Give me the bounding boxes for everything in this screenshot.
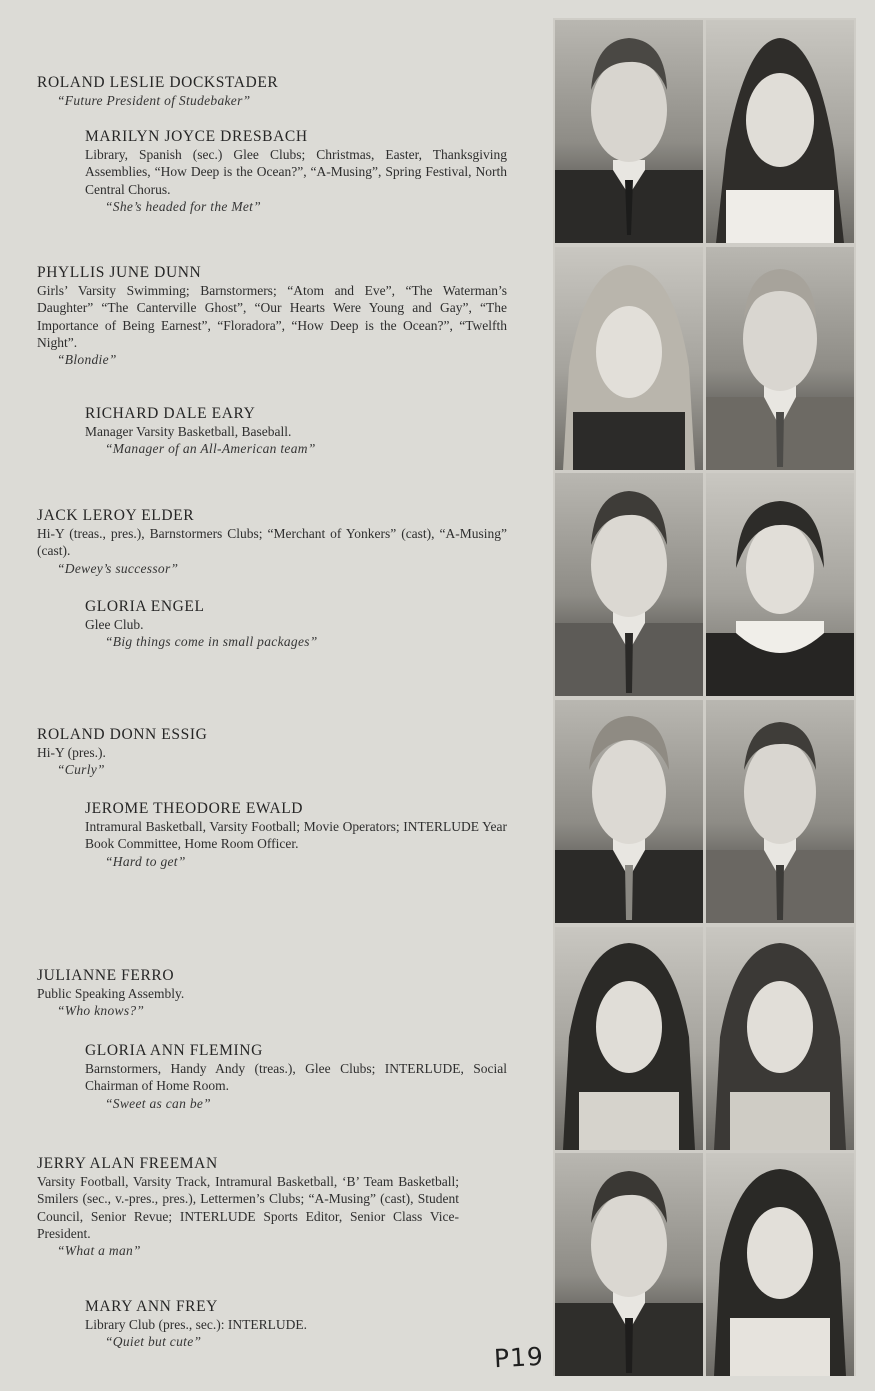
entry-engel [85, 597, 507, 651]
portrait-grid [553, 18, 856, 1376]
student-name: ROLAND LESLIE DOCKSTADER [37, 74, 279, 91]
student-quote: “Dewey’s successor” [57, 560, 179, 576]
entry-dockstader [37, 73, 507, 110]
student-quote: “Curly” [57, 762, 105, 778]
student-activities: Barnstormers, Handy Andy (treas.), Glee Clubs; INTERLUDE, Social Chairman of Home Room. [85, 1061, 507, 1094]
student-name: JULIANNE FERRO [37, 967, 175, 984]
portrait-ewald [706, 700, 854, 923]
entry-dresbach [85, 127, 507, 216]
entry-fleming [85, 1041, 507, 1113]
entry-ferro [37, 966, 507, 1020]
student-quote: “What a man” [57, 1243, 141, 1259]
portrait-dunn [555, 247, 703, 470]
student-activities: Hi-Y (treas., pres.), Barnstormers Clubs; “Merchant of Yonkers” (cast), “A-Musing” (cast). [37, 526, 507, 559]
student-activities: Glee Club. [85, 617, 144, 632]
student-quote: “Future President of Studebaker” [57, 93, 251, 108]
portrait-elder [555, 473, 703, 696]
portrait-frey [706, 1153, 854, 1376]
portrait-engel [706, 473, 854, 696]
handwritten-page-mark: P19 [493, 1341, 545, 1374]
portrait-dresbach [706, 20, 854, 243]
student-name: JACK LEROY ELDER [37, 507, 195, 524]
student-activities: Manager Varsity Basketball, Baseball. [85, 424, 292, 439]
student-activities: Library Club (pres., sec.): INTERLUDE. [85, 1317, 307, 1332]
student-quote: “She’s headed for the Met” [105, 198, 262, 214]
student-name: JEROME THEODORE EWALD [85, 800, 304, 817]
student-name: GLORIA ENGEL [85, 598, 205, 615]
entry-ewald [85, 799, 507, 871]
entry-elder [37, 506, 507, 578]
student-activities: Girls’ Varsity Swimming; Barnstormers; “Atom and Eve”, “The Waterman’s Daughter” “The Canterville Ghost”, “Our Hearts Were Young and Gay”, “The Importance of Being Earnest”, “Floradora”, “How Deep is the Ocean?”, “Twelfth Night”. [37, 283, 507, 350]
student-quote: “Sweet as can be” [105, 1095, 211, 1111]
student-name: ROLAND DONN ESSIG [37, 726, 208, 743]
entry-eary [85, 404, 507, 458]
portrait-fleming [706, 927, 854, 1150]
student-name: MARILYN JOYCE DRESBACH [85, 128, 308, 145]
student-name: PHYLLIS JUNE DUNN [37, 264, 202, 281]
student-activities: Varsity Football, Varsity Track, Intramural Basketball, ‘B’ Team Basketball; Smilers (sec., v.-pres., pres.), Lettermen’s Clubs; “A-Musing” (cast), Student Council, Senior Revue; INTERLUDE Sports Editor, Senior Class Vice-President. [37, 1174, 459, 1241]
student-name: GLORIA ANN FLEMING [85, 1042, 263, 1059]
student-activities: Public Speaking Assembly. [37, 986, 185, 1001]
student-name: MARY ANN FREY [85, 1298, 218, 1315]
portrait-ferro [555, 927, 703, 1150]
portrait-eary [706, 247, 854, 470]
student-quote: “Manager of an All-American team” [105, 441, 316, 457]
student-activities: Intramural Basketball, Varsity Football; Movie Operators; INTERLUDE Year Book Committee, Home Room Officer. [85, 819, 507, 852]
student-quote: “Hard to get” [105, 853, 186, 869]
student-quote: “Who knows?” [57, 1003, 145, 1019]
portrait-essig [555, 700, 703, 923]
entry-essig [37, 725, 507, 779]
student-name: JERRY ALAN FREEMAN [37, 1155, 218, 1172]
student-name: RICHARD DALE EARY [85, 405, 256, 422]
student-activities: Library, Spanish (sec.) Glee Clubs; Christmas, Easter, Thanksgiving Assemblies, “How Deep is the Ocean?”, “A-Musing”, Spring Festival, North Central Chorus. [85, 147, 507, 197]
student-quote: “Big things come in small packages” [105, 634, 318, 650]
entry-dunn [37, 263, 507, 369]
student-activities: Hi-Y (pres.). [37, 745, 106, 760]
entry-freeman [37, 1154, 459, 1260]
entry-frey [85, 1297, 507, 1351]
student-quote: “Blondie” [57, 352, 117, 368]
student-quote: “Quiet but cute” [105, 1334, 202, 1350]
portrait-dockstader [555, 20, 703, 243]
portrait-freeman [555, 1153, 703, 1376]
